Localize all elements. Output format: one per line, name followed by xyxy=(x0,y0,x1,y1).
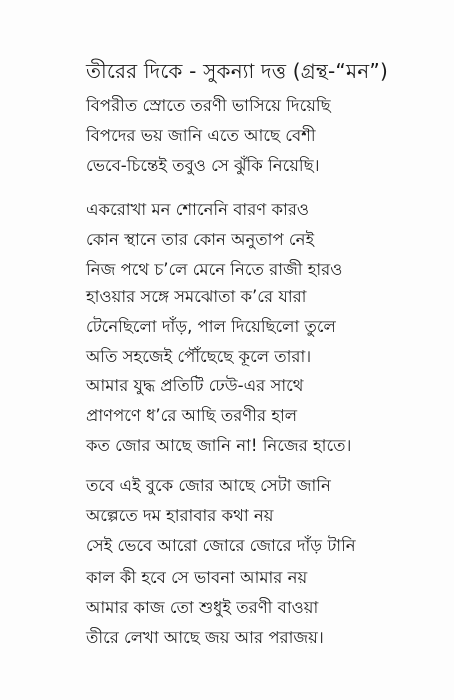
poem-line: বিপরীত স্রোতে তরণী ভাসিয়ে দিয়েছি xyxy=(86,96,331,115)
poem-line: নিজ পথে চ’লে মেনে নিতে রাজী হারও xyxy=(86,260,343,279)
stanza-1 xyxy=(86,92,426,182)
poem-line: বিপদের ভয় জানি এতে আছে বেশী xyxy=(86,126,316,145)
poem-line: প্রাণপণে ধ’রে আছি তরণীর হাল xyxy=(86,406,298,425)
poem-line: আমার যুদ্ধ প্রতিটি ঢেউ-এর সাথে xyxy=(86,376,304,395)
poem-line: তীরে লেখা আছে জয় আর পরাজয়। xyxy=(86,628,324,647)
poem-line: কাল কী হবে সে ভাবনা আমার নয় xyxy=(86,568,308,587)
poem-line: সেই ভেবে আরো জোরে জোরে দাঁড় টানি xyxy=(86,536,356,555)
poem-line: হাওয়ার সঙ্গে সমঝোতা ক’রে যারা xyxy=(86,287,307,306)
poem-line: কত জোর আছে জানি না! নিজের হাতে। xyxy=(86,436,352,455)
stanza-6 xyxy=(86,564,426,654)
poem-title: তীরের দিকে - সুকন্যা দত্ত (গ্রন্থ-“মন”) xyxy=(86,59,388,83)
poem-line: অতি সহজেই পৌঁছেছে কূলে তারা। xyxy=(86,347,312,366)
poem-line: তবে এই বুকে জোর আছে সেটা জানি xyxy=(86,476,331,495)
poem-line: কোন স্থানে তার কোন অনুতাপ নেই xyxy=(86,230,315,249)
stanza-3 xyxy=(86,283,426,373)
stanza-5 xyxy=(86,472,426,562)
poem-line: আমার কাজ তো শুধুই তরণী বাওয়া xyxy=(86,598,319,617)
poem-line: টেনেছিলো দাঁড়, পাল দিয়েছিলো তুলে xyxy=(86,317,336,336)
poem-line: ভেবে-চিন্তেই তবুও সে ঝুঁকি নিয়েছি। xyxy=(86,156,320,175)
poem-line: একরোখা মন শোনেনি বারণ কারও xyxy=(86,200,310,219)
poem-line: অল্পেতে দম হারাবার কথা নয় xyxy=(86,506,274,525)
stanza-2 xyxy=(86,196,426,286)
stanza-4 xyxy=(86,372,426,462)
